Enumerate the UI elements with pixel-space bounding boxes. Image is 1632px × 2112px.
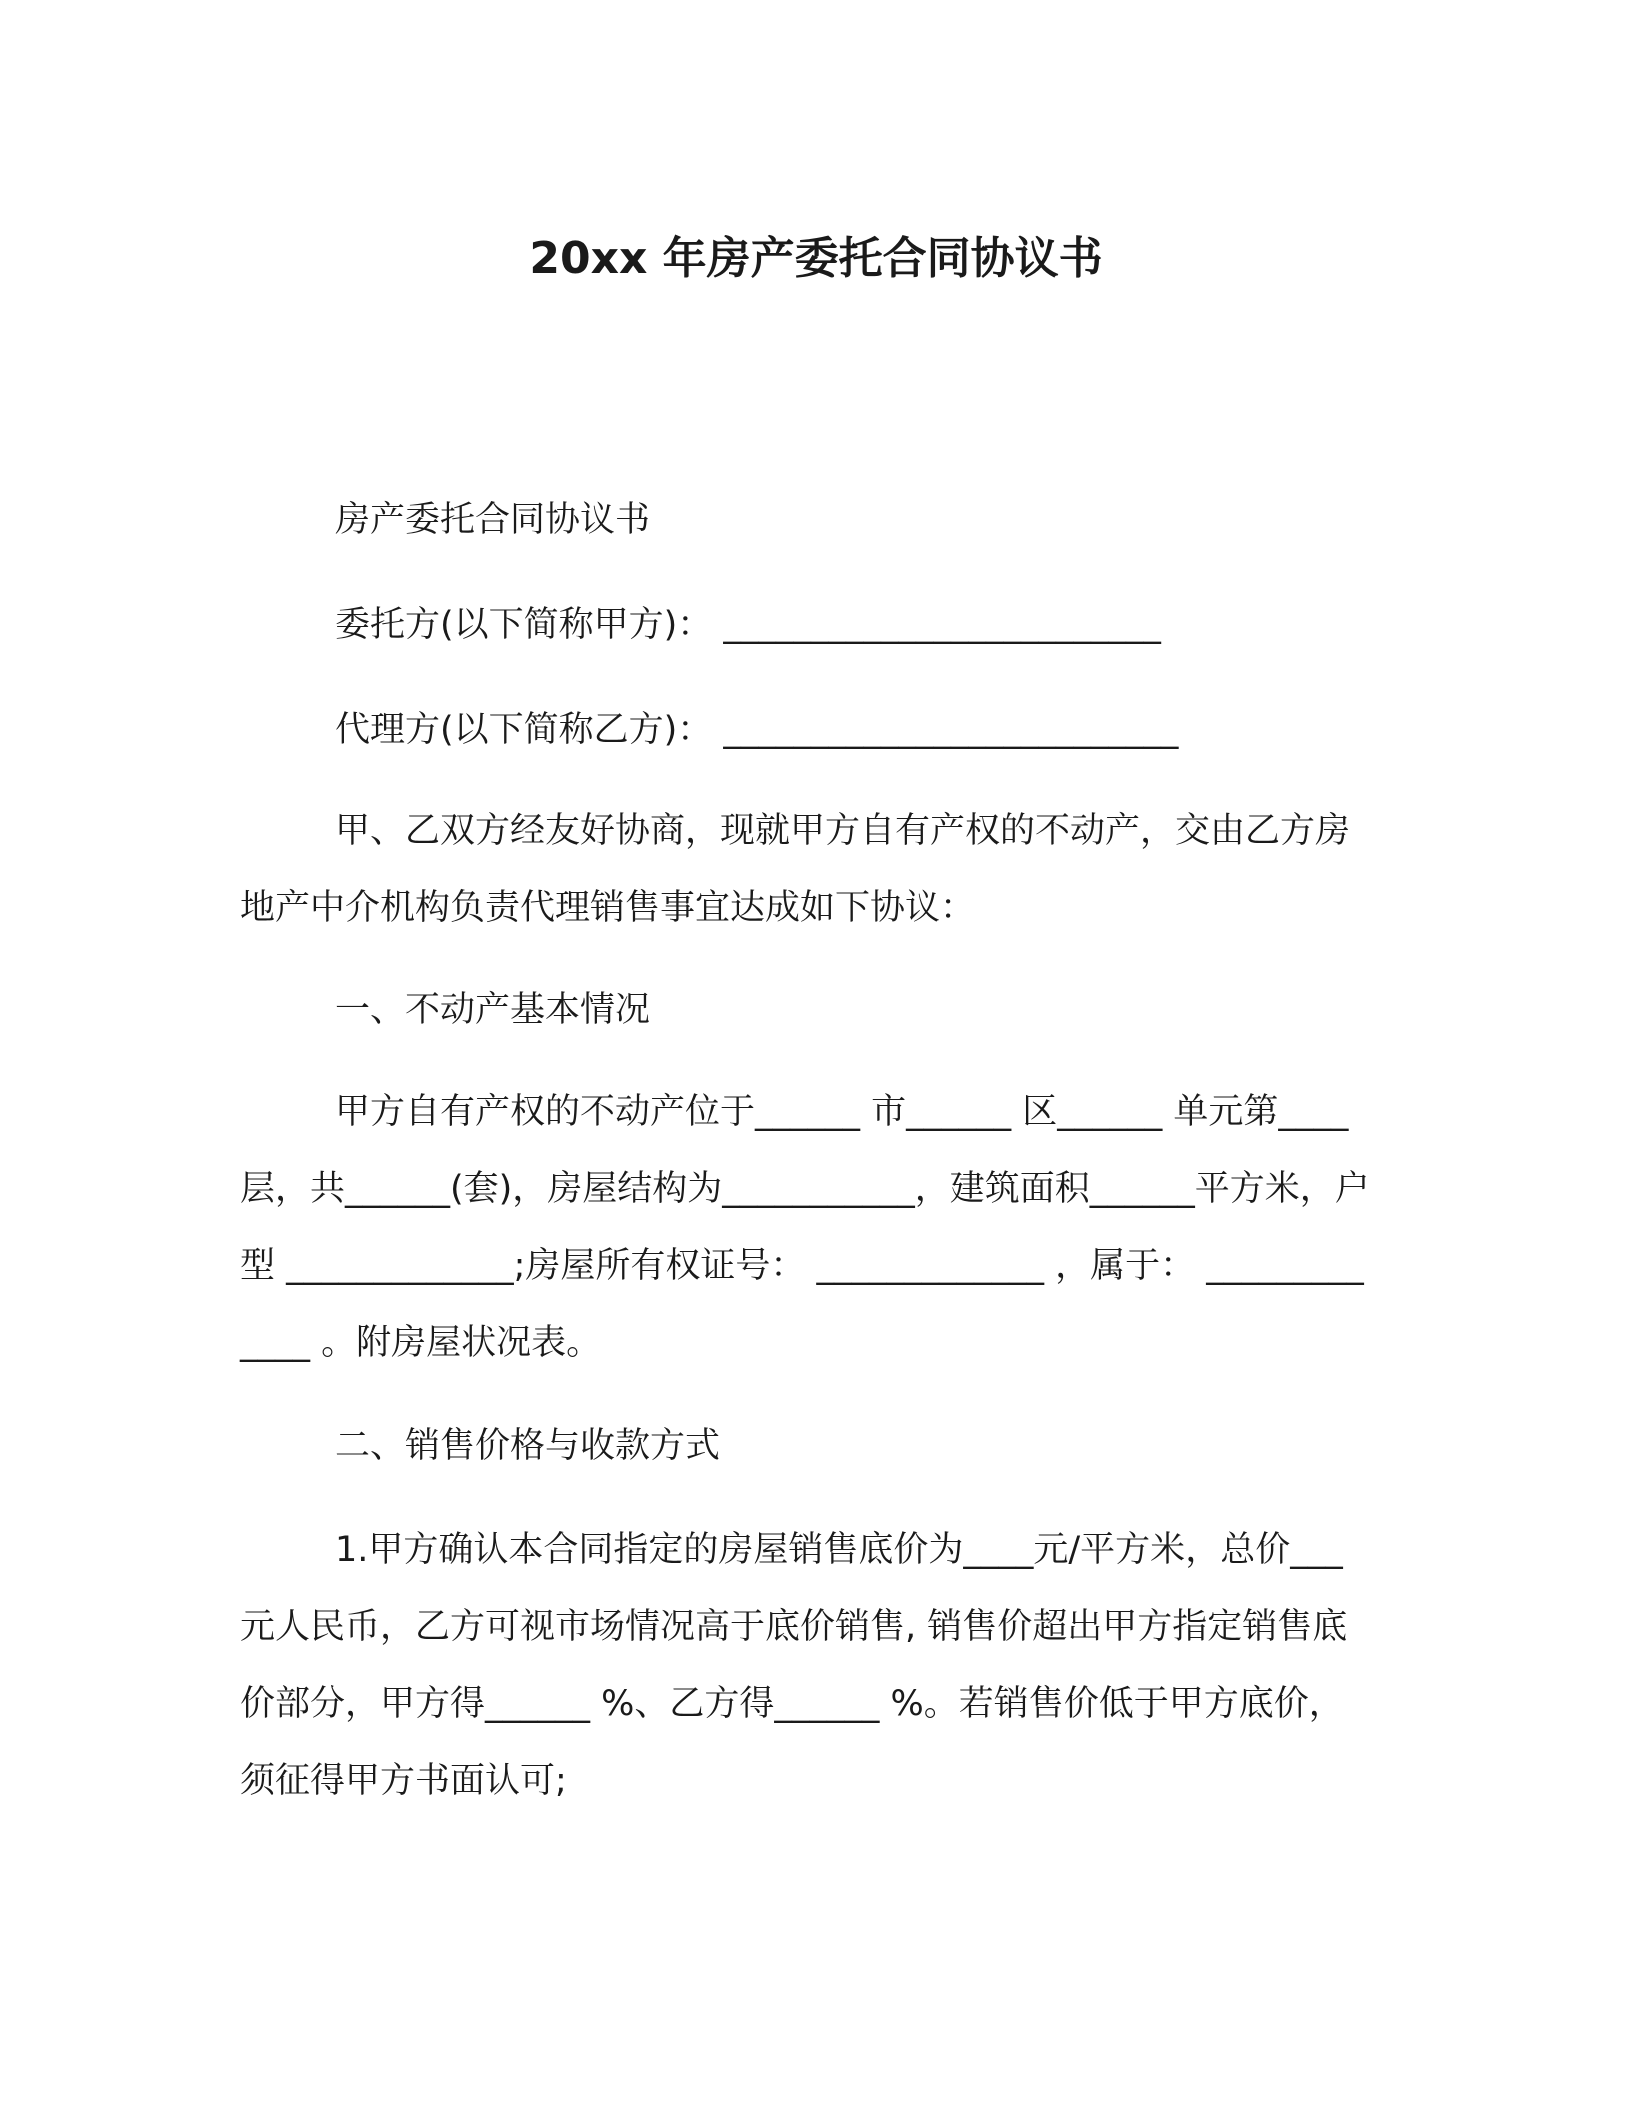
section1-heading: 一、不动产基本情况 — [335, 990, 651, 1030]
section2-heading: 二、销售价格与收款方式 — [335, 1426, 721, 1466]
document-subtitle: 房产委托合同协议书 — [335, 500, 651, 540]
section2-paragraph: 1.甲方确认本合同指定的房屋销售底价为____元/平方米，总价___ 元人民币，乙方可视市场情况高于底价销售, 销售价超出甲方指定销售底价部分，甲方得______ %、乙方得______ %。若销售价低于甲方底价，须征得甲方书面认可; — [240, 1530, 1348, 1801]
intro-paragraph: 甲、乙双方经友好协商，现就甲方自有产权的不动产，交由乙方房地产中介机构负责代理销售事宜达成如下协议： — [240, 811, 1351, 928]
section1-paragraph: 甲方自有产权的不动产位于______ 市______ 区______ 单元第____层，共______(套)，房屋结构为___________，建筑面积______平方米，户型 _____________;房屋所有权证号： _____________ ，属于： _____________ 。附房屋状况表。 — [240, 1092, 1370, 1363]
document-title: 20xx 年房产委托合同协议书 — [529, 233, 1103, 284]
principal-party-line: 委托方(以下简称甲方)： _________________________ — [335, 605, 1161, 645]
agent-party-line: 代理方(以下简称乙方)： __________________________ — [335, 710, 1179, 750]
